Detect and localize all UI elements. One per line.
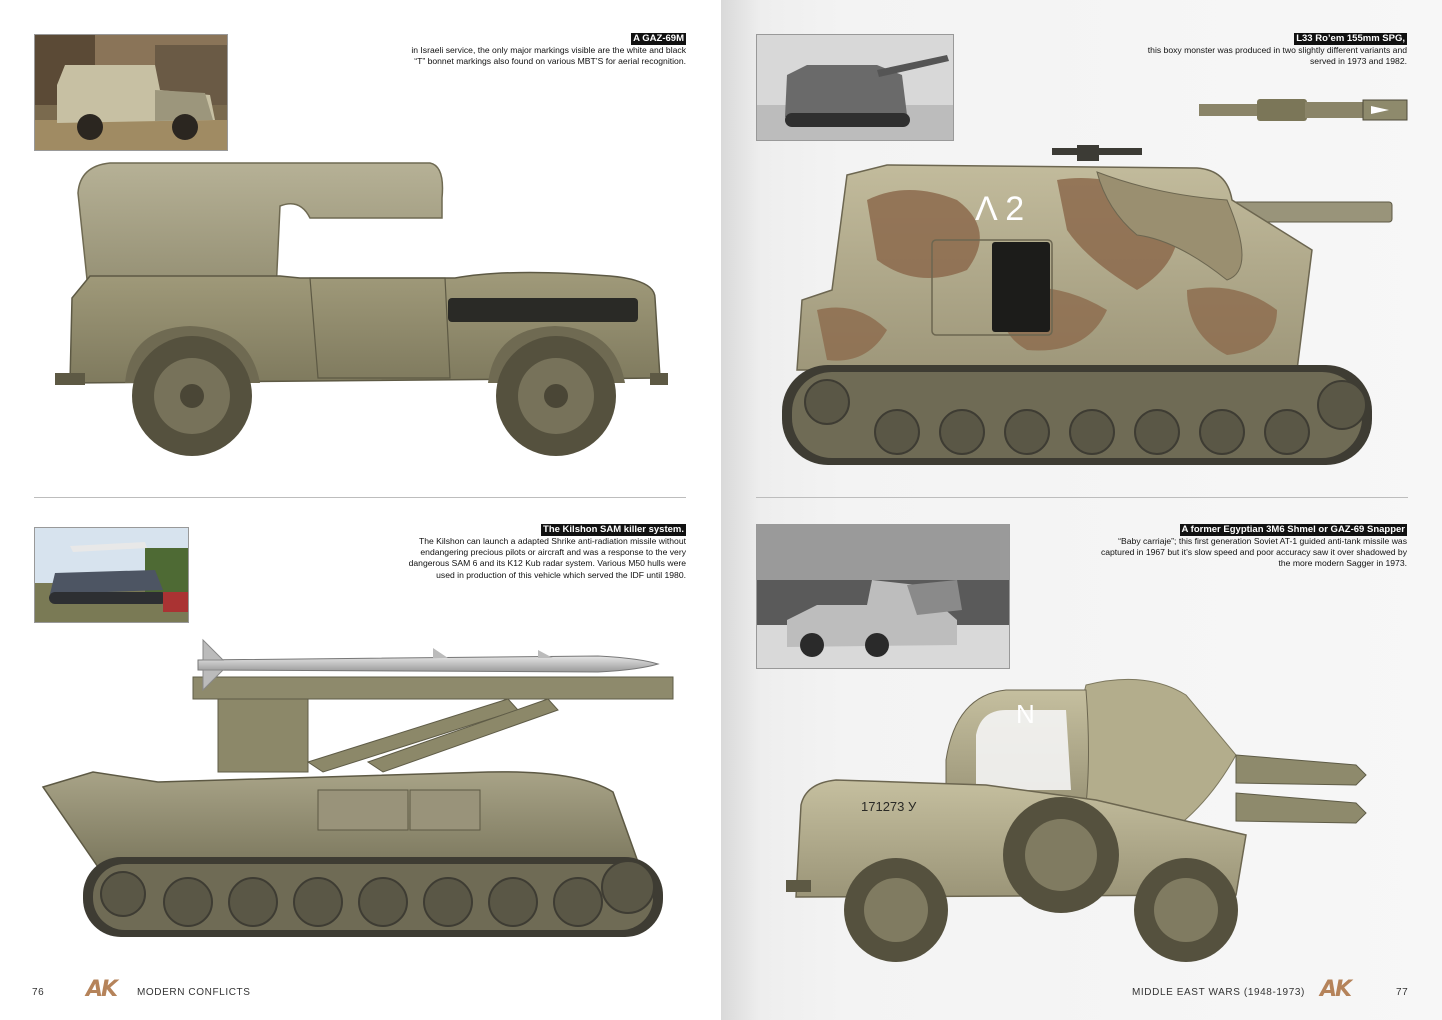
logo-text: AK xyxy=(86,977,117,1002)
caption-line: “T” bonnet markings also found on various MBT’S for aerial recognition. xyxy=(414,55,686,66)
caption-line: the more modern Sagger in 1973. xyxy=(1278,558,1407,569)
section-title-left: MODERN CONFLICTS xyxy=(137,987,251,998)
ak-logo-right xyxy=(1320,977,1350,1002)
kilshon-profile-plate xyxy=(38,632,683,972)
section-title-right: MIDDLE EAST WARS (1948-1973) xyxy=(1132,987,1305,998)
hood-marking-text: N xyxy=(1016,699,1035,729)
kilshon-caption xyxy=(346,524,686,581)
section-divider xyxy=(34,497,686,498)
caption-line: this boxy monster was produced in two slightly different variants and xyxy=(1147,44,1407,55)
caption-title: The Kilshon SAM killer system. xyxy=(543,524,684,535)
ak-logo-left xyxy=(86,977,116,1002)
logo-text: AK xyxy=(1320,977,1351,1002)
plate-marking-text: 171273 У xyxy=(861,799,917,814)
snapper-profile-plate xyxy=(766,665,1406,975)
caption-line: captured in 1967 but it’s slow speed and poor accuracy saw it over shadowed by xyxy=(1100,546,1407,557)
hull-marking-text: Λ 2 xyxy=(975,190,1025,228)
front-wheel xyxy=(496,336,616,456)
caption-line: in Israeli service, the only major markings visible are the white and black xyxy=(411,44,686,55)
caption-title: A former Egyptian 3M6 Shmel or GAZ-69 Snapper xyxy=(1181,524,1405,535)
right-page xyxy=(721,0,1442,1020)
section-divider xyxy=(756,497,1408,498)
caption-line: “Baby carriaje”; this first generation Soviet AT-1 guided anti-tank missile was xyxy=(1118,535,1407,546)
muzzle-brake-detail xyxy=(1199,96,1409,124)
caption-line: The Kilshon can launch a adapted Shrike anti-radiation missile without xyxy=(418,535,686,546)
gaz69m-caption xyxy=(346,33,686,67)
page-number-left: 76 xyxy=(32,987,45,998)
spg-reference-photo xyxy=(756,34,954,141)
caption-line: endangering precious pilots or aircraft and was a response to the very xyxy=(420,546,686,557)
gaz69m-reference-photo xyxy=(34,34,228,151)
snapper-reference-photo xyxy=(756,524,1010,669)
spg-profile-plate xyxy=(757,140,1397,475)
rear-wheel xyxy=(132,336,252,456)
gaz69m-profile-plate xyxy=(50,158,670,478)
caption-line: dangerous SAM 6 and its K12 Kub radar system. Various M50 hulls were xyxy=(408,558,686,569)
caption-title: A GAZ-69M xyxy=(633,33,684,44)
page-number-right: 77 xyxy=(1396,987,1409,998)
caption-line: used in production of this vehicle which served the IDF until 1980. xyxy=(436,569,686,580)
snapper-caption xyxy=(1027,524,1407,570)
spg-caption xyxy=(1067,33,1407,67)
caption-line: served in 1973 and 1982. xyxy=(1310,55,1407,66)
caption-title: L33 Ro’em 155mm SPG, xyxy=(1296,33,1405,44)
kilshon-reference-photo xyxy=(34,527,189,623)
